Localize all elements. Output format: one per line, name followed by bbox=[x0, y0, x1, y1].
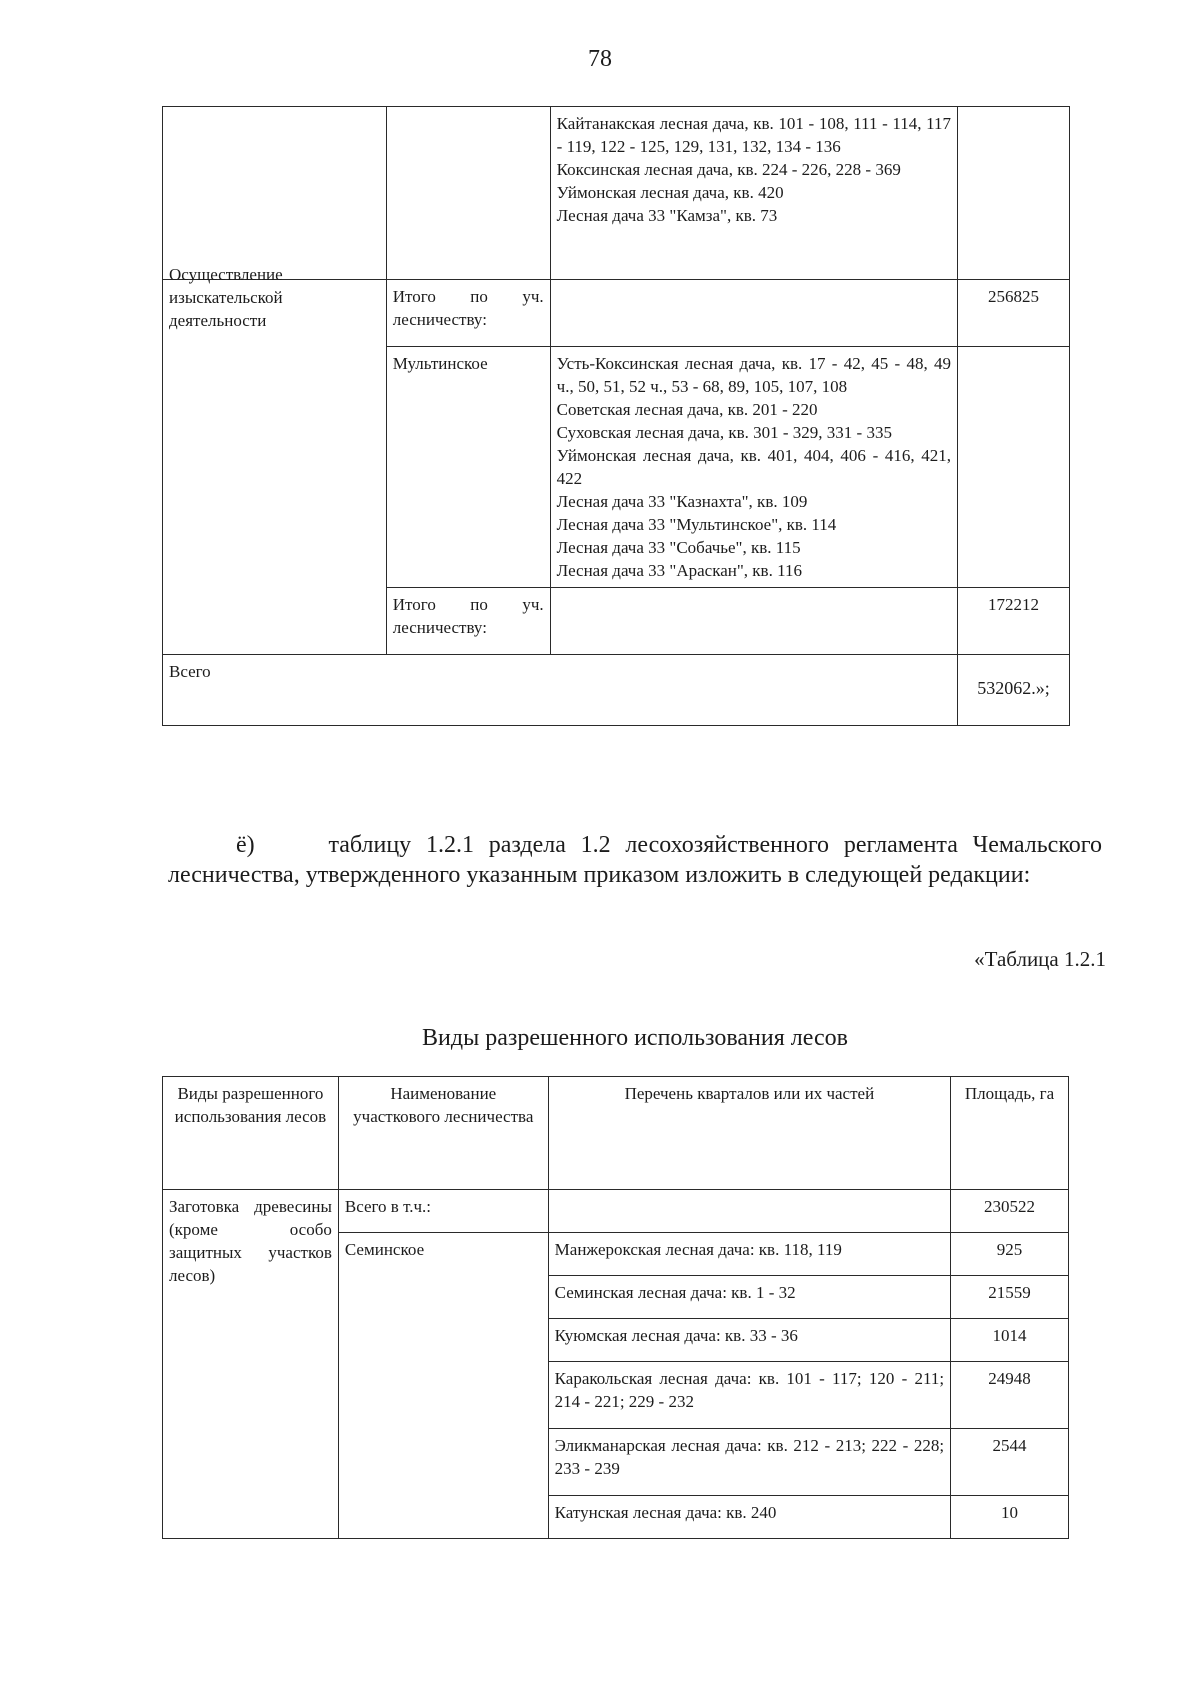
total-label: Всего в т.ч.: bbox=[338, 1190, 548, 1233]
forest-use-table bbox=[162, 1076, 1069, 1539]
area-cell: 10 bbox=[951, 1496, 1069, 1539]
quarters-cell: Манжерокская лесная дача: кв. 118, 119 bbox=[548, 1233, 950, 1276]
forestry-name: Мультинское bbox=[386, 347, 550, 588]
header-row bbox=[163, 1077, 1069, 1190]
use-type-cell bbox=[163, 107, 387, 280]
table-title: Виды разрешенного использования лесов bbox=[422, 1025, 848, 1051]
area-cell bbox=[958, 107, 1070, 280]
subtotal-row bbox=[163, 588, 1070, 655]
area-cell: 2544 bbox=[951, 1429, 1069, 1496]
subtotal-row bbox=[163, 280, 1070, 347]
subtotal-value: 172212 bbox=[958, 588, 1070, 655]
table-reference: «Таблица 1.2.1 bbox=[974, 947, 1106, 971]
subtotal-label: Итого по уч. лесничеству: bbox=[386, 588, 550, 655]
quarters-cell bbox=[548, 1190, 950, 1233]
quarters-line: Лесная дача 33 "Мультинское", кв. 114 bbox=[556, 515, 837, 534]
use-type-name: Осуществление изыскательской деятельности bbox=[163, 588, 387, 655]
area-cell: 24948 bbox=[951, 1362, 1069, 1429]
quarters-line: Лесная дача 33 "Собачье", кв. 115 bbox=[556, 538, 801, 557]
paragraph-marker: ё) bbox=[236, 832, 255, 858]
quarters-line: Лесная дача 33 "Казнахта", кв. 109 bbox=[556, 492, 808, 511]
amendment-paragraph bbox=[168, 830, 1102, 890]
quarters-line: Суховская лесная дача, кв. 301 - 329, 331 - 335 bbox=[556, 423, 892, 442]
quarters-cell bbox=[550, 347, 957, 588]
quarters-line: Кайтанакская лесная дача, кв. 101 - 108, 111 - 114, 117 - 119, 122 - 125, 129, 131, 132, 134 - 136 bbox=[556, 114, 952, 156]
use-type-name: Заготовка древесины (кроме особо защитных участков лесов) bbox=[163, 1190, 339, 1539]
quarters-line: Уймонская лесная дача, кв. 420 bbox=[556, 183, 784, 202]
quarters-line: Уймонская лесная дача, кв. 401, 404, 406 - 416, 421, 422 bbox=[556, 446, 952, 488]
quarters-cell bbox=[550, 280, 957, 347]
quarters-line: Лесная дача 33 "Камза", кв. 73 bbox=[556, 206, 778, 225]
quarters-cell: Семинская лесная дача: кв. 1 - 32 bbox=[548, 1276, 950, 1319]
subtotal-label: Итого по уч. лесничеству: bbox=[386, 280, 550, 347]
total-row bbox=[163, 655, 1070, 726]
quarters-line: Усть-Коксинская лесная дача, кв. 17 - 42, 45 - 48, 49 ч., 50, 51, 52 ч., 53 - 68, 89, 105, 107, 108 bbox=[556, 354, 952, 396]
header-quarters: Перечень кварталов или их частей bbox=[548, 1077, 950, 1190]
quarters-cell bbox=[550, 588, 957, 655]
total-area: 230522 bbox=[951, 1190, 1069, 1233]
page-number: 78 bbox=[588, 46, 612, 72]
area-cell: 925 bbox=[951, 1233, 1069, 1276]
quarters-cell bbox=[550, 107, 957, 280]
total-value: 532062.»; bbox=[958, 655, 1070, 726]
header-use-type: Виды разрешенного использования лесов bbox=[163, 1077, 339, 1190]
quarters-line: Коксинская лесная дача, кв. 224 - 226, 228 - 369 bbox=[556, 160, 901, 179]
forestry-name: Семинское bbox=[338, 1233, 548, 1539]
continued-table bbox=[162, 106, 1070, 726]
header-forestry: Наименование участкового лесничества bbox=[338, 1077, 548, 1190]
forestry-cell bbox=[386, 107, 550, 280]
quarters-cell: Катунская лесная дача: кв. 240 bbox=[548, 1496, 950, 1539]
table-row bbox=[163, 107, 1070, 280]
area-cell: 21559 bbox=[951, 1276, 1069, 1319]
quarters-line: Советская лесная дача, кв. 201 - 220 bbox=[556, 400, 818, 419]
area-cell: 1014 bbox=[951, 1319, 1069, 1362]
quarters-cell: Каракольская лесная дача: кв. 101 - 117; 120 - 211; 214 - 221; 229 - 232 bbox=[548, 1362, 950, 1429]
header-area: Площадь, га bbox=[951, 1077, 1069, 1190]
area-cell bbox=[958, 347, 1070, 588]
table-row bbox=[163, 1190, 1069, 1233]
total-label: Всего bbox=[163, 655, 958, 726]
paragraph-text: таблицу 1.2.1 раздела 1.2 лесохозяйственного регламента Чемальского лесничества, утвержденного указанным приказом изложить в следующей редакции: bbox=[168, 832, 1103, 888]
quarters-cell: Куюмская лесная дача: кв. 33 - 36 bbox=[548, 1319, 950, 1362]
quarters-line: Лесная дача 33 "Араскан", кв. 116 bbox=[556, 561, 802, 580]
quarters-cell: Эликманарская лесная дача: кв. 212 - 213; 222 - 228; 233 - 239 bbox=[548, 1429, 950, 1496]
subtotal-value: 256825 bbox=[958, 280, 1070, 347]
